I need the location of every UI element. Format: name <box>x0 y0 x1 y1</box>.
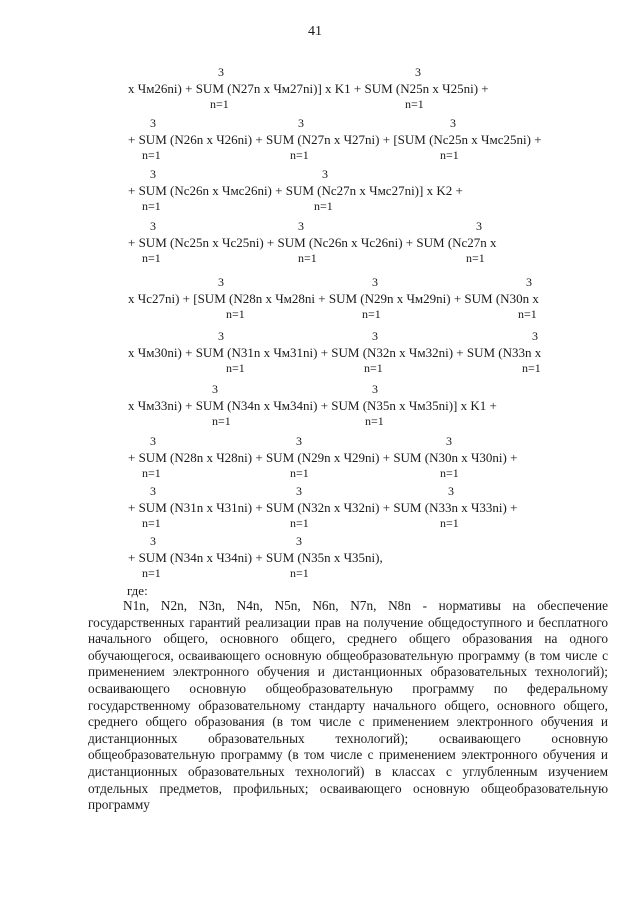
sum-lower-limit: n=1 <box>226 307 245 321</box>
sum-upper-limit: 3 <box>298 219 304 233</box>
sum-upper-limit: 3 <box>150 484 156 498</box>
sum-upper-limit: 3 <box>450 116 456 130</box>
sum-lower-limit: n=1 <box>364 361 383 375</box>
sum-upper-limit: 3 <box>150 434 156 448</box>
sum-lower-limit: n=1 <box>290 148 309 162</box>
sum-lower-limit: n=1 <box>314 199 333 213</box>
sum-lower-limit: n=1 <box>290 566 309 580</box>
sum-lower-limit: n=1 <box>362 307 381 321</box>
sum-lower-limit: n=1 <box>142 566 161 580</box>
formula-line: x Чм26ni) + SUM (N27n x Чм27ni)] x K1 + SUM (N25n x Ч25ni) + <box>128 81 489 96</box>
where-label: где: <box>127 583 148 598</box>
formula-line: + SUM (Nс25n x Чс25ni) + SUM (Nс26n x Чс26ni) + SUM (Nс27n x <box>128 235 497 250</box>
formula-line: x Чс27ni) + [SUM (N28n x Чм28ni + SUM (N29n x Чм29ni) + SUM (N30n x <box>128 291 539 306</box>
sum-lower-limit: n=1 <box>142 251 161 265</box>
formula-line: x Чм33ni) + SUM (N34n x Чм34ni) + SUM (N35n x Чм35ni)] x K1 + <box>128 398 497 413</box>
sum-lower-limit: n=1 <box>440 466 459 480</box>
sum-lower-limit: n=1 <box>518 307 537 321</box>
sum-upper-limit: 3 <box>448 484 454 498</box>
sum-lower-limit: n=1 <box>290 466 309 480</box>
sum-upper-limit: 3 <box>150 534 156 548</box>
sum-upper-limit: 3 <box>526 275 532 289</box>
sum-lower-limit: n=1 <box>405 97 424 111</box>
sum-upper-limit: 3 <box>296 534 302 548</box>
sum-upper-limit: 3 <box>218 275 224 289</box>
sum-upper-limit: 3 <box>218 329 224 343</box>
formula-line: + SUM (N28n x Ч28ni) + SUM (N29n x Ч29ni) + SUM (N30n x Ч30ni) + <box>128 450 518 465</box>
sum-upper-limit: 3 <box>150 116 156 130</box>
sum-upper-limit: 3 <box>296 484 302 498</box>
sum-upper-limit: 3 <box>218 65 224 79</box>
paragraph-text: N1n, N2n, N3n, N4n, N5n, N6n, N7n, N8n - нормативы на обеспечение государственных гарантий реализации прав на получение общедоступного и бесплатного начального общего, основного общего, среднего общего образования на одного обучающегося, осваивающего основную общеобразовательную программу (в том числе с применением электронного обучения и дистанционных образовательных технологий); осваивающего основную общеобразовательную программу по федеральному государственному образовательному стандарту начального общего, основного общего, среднего общего образования (в том числе с применением электронного обучения и дистанционных образовательных технологий); осваивающего основную общеобразовательную программу (в том числе с применением электронного обучения и дистанционных образовательных технологий) в классах с углубленным изучением отдельных предметов, профильных; осваивающего основную общеобразовательную программу <box>88 598 608 813</box>
formula-line: + SUM (N34n x Ч34ni) + SUM (N35n x Ч35ni), <box>128 550 383 565</box>
sum-upper-limit: 3 <box>150 167 156 181</box>
sum-upper-limit: 3 <box>322 167 328 181</box>
sum-lower-limit: n=1 <box>142 466 161 480</box>
sum-lower-limit: n=1 <box>365 414 384 428</box>
sum-lower-limit: n=1 <box>212 414 231 428</box>
formula-line: + SUM (N31n x Ч31ni) + SUM (N32n x Ч32ni) + SUM (N33n x Ч33ni) + <box>128 500 518 515</box>
sum-upper-limit: 3 <box>446 434 452 448</box>
sum-lower-limit: n=1 <box>522 361 541 375</box>
sum-upper-limit: 3 <box>298 116 304 130</box>
sum-lower-limit: n=1 <box>142 516 161 530</box>
sum-upper-limit: 3 <box>415 65 421 79</box>
sum-lower-limit: n=1 <box>290 516 309 530</box>
formula-line: x Чм30ni) + SUM (N31n x Чм31ni) + SUM (N32n x Чм32ni) + SUM (N33n x <box>128 345 542 360</box>
sum-lower-limit: n=1 <box>226 361 245 375</box>
sum-lower-limit: n=1 <box>142 148 161 162</box>
sum-lower-limit: n=1 <box>142 199 161 213</box>
sum-upper-limit: 3 <box>150 219 156 233</box>
formula-line: + SUM (N26n x Ч26ni) + SUM (N27n x Ч27ni) + [SUM (Nс25n x Чмс25ni) + <box>128 132 542 147</box>
sum-upper-limit: 3 <box>372 382 378 396</box>
sum-lower-limit: n=1 <box>440 516 459 530</box>
sum-upper-limit: 3 <box>532 329 538 343</box>
sum-lower-limit: n=1 <box>298 251 317 265</box>
definition-paragraph <box>88 598 608 814</box>
sum-upper-limit: 3 <box>372 329 378 343</box>
sum-upper-limit: 3 <box>212 382 218 396</box>
sum-lower-limit: n=1 <box>210 97 229 111</box>
sum-upper-limit: 3 <box>476 219 482 233</box>
sum-lower-limit: n=1 <box>466 251 485 265</box>
page-number: 41 <box>308 24 322 39</box>
sum-upper-limit: 3 <box>296 434 302 448</box>
sum-upper-limit: 3 <box>372 275 378 289</box>
formula-line: + SUM (Nс26n x Чмс26ni) + SUM (Nс27n x Чмс27ni)] x K2 + <box>128 183 463 198</box>
sum-lower-limit: n=1 <box>440 148 459 162</box>
